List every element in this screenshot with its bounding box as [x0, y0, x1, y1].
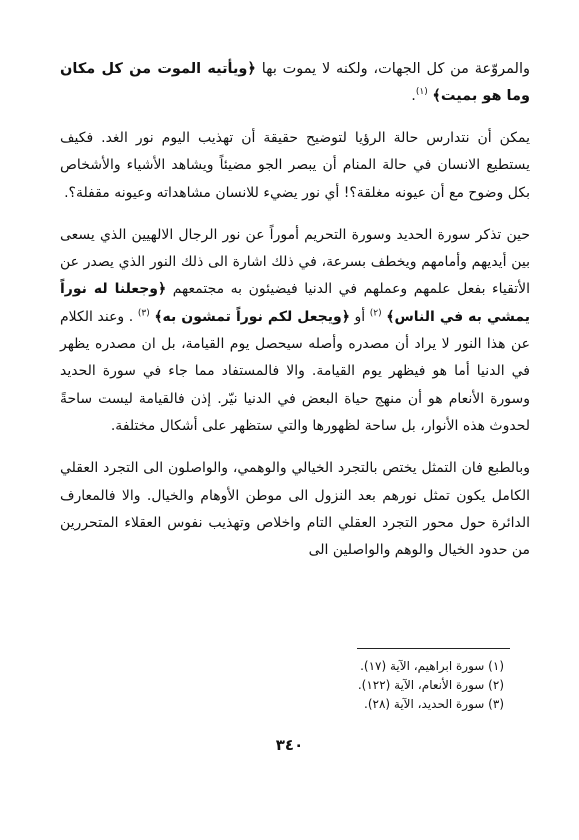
paragraph-2: يمكن أن نتدارس حالة الرؤيا لتوضيح حقيقة أن تهذيب اليوم نور الغد. فكيف يستطيع الانسان في حالة المنام أن يبصر الجو مضيئاً ويشاهد الأشياء والأشخاص بكل وضوح مع أن عيونه مغلقة؟! أي نور يضيء للانسان مشاهداته وعيونه مقفلة؟.: [60, 130, 530, 201]
paragraph-1-text: والمروّعة من كل الجهات، ولكنه لا يموت بها: [255, 61, 530, 77]
paragraph-3-or: أو: [349, 308, 370, 325]
paragraph-4: وبالطبع فان التمثل يختص بالتجرد الخيالي والوهمي، والواصلون الى التجرد العقلي الكامل يكون تمثل نورهم بعد النزول الى موطن الأوهام والخيال. والا فالمعارف الدائرة حول محور التجرد العقلي التام واخلاص وتهذيب نفوس العقلاء المتحررين من حدود الخيال والوهم والواصلين الى: [60, 460, 530, 559]
main-text: [60, 56, 530, 564]
quran-quote: ﴿ويأتيه الموت من كل مكان وما هو بميت﴾: [60, 61, 530, 104]
quran-quote: ﴿وجعلنا له نوراً يمشي به في الناس﴾: [60, 281, 530, 325]
footnotes: [204, 657, 504, 714]
paragraph-3-text-start: حين تذكر سورة الحديد وسورة التحريم أموراً عن نور الرجال الالهيين الذي يسعى بين أيديهم وأمامهم ويخطف بسرعة، في ذلك اشارة الى ذلك النور الذي يصدر عن الأتقياء بفعل علمهم وعملهم في الدنيا فيضيئون به مجتمعهم: [60, 226, 530, 298]
paragraph-1-end: .: [411, 88, 416, 104]
footnote-2: (٢) سورة الأنعام، الآية (١٢٢).: [357, 678, 504, 692]
footnote-1: (١) سورة ابراهيم، الآية (١٧).: [360, 659, 504, 673]
paragraph-3-text-end: . وعند الكلام عن هذا النور لا يراد أن مصدره وأصله سيحصل يوم القيامة، بل ان مصدره يظهر في الدنيا أما هو فيظهر يوم القيامة. والا فالمستفاد مما جاء في سورة الحديد وسورة الأنعام هو أن منهج حياة البعض في الدنيا نيّر. إذن فالقيامة ليست ساحةً لحدوث هذه الأنوار، بل ساحة لظهورها والتي ستظهر على أشكال مختلفة.: [60, 308, 530, 434]
footnote-3: (٣) سورة الحديد، الآية (٢٨).: [364, 697, 504, 711]
footnote-ref-1[interactable]: (١): [415, 87, 428, 98]
paragraph-1: [60, 56, 530, 110]
quran-quote: ﴿ويجعل لكم نوراً تمشون به﴾: [154, 308, 350, 325]
page-number: ٣٤٠: [275, 736, 304, 754]
footnote-ref-3[interactable]: (٣): [137, 308, 150, 319]
footnote-divider: [357, 648, 510, 649]
paragraph-3: [60, 222, 530, 440]
footnote-ref-2[interactable]: (٢): [369, 308, 382, 319]
